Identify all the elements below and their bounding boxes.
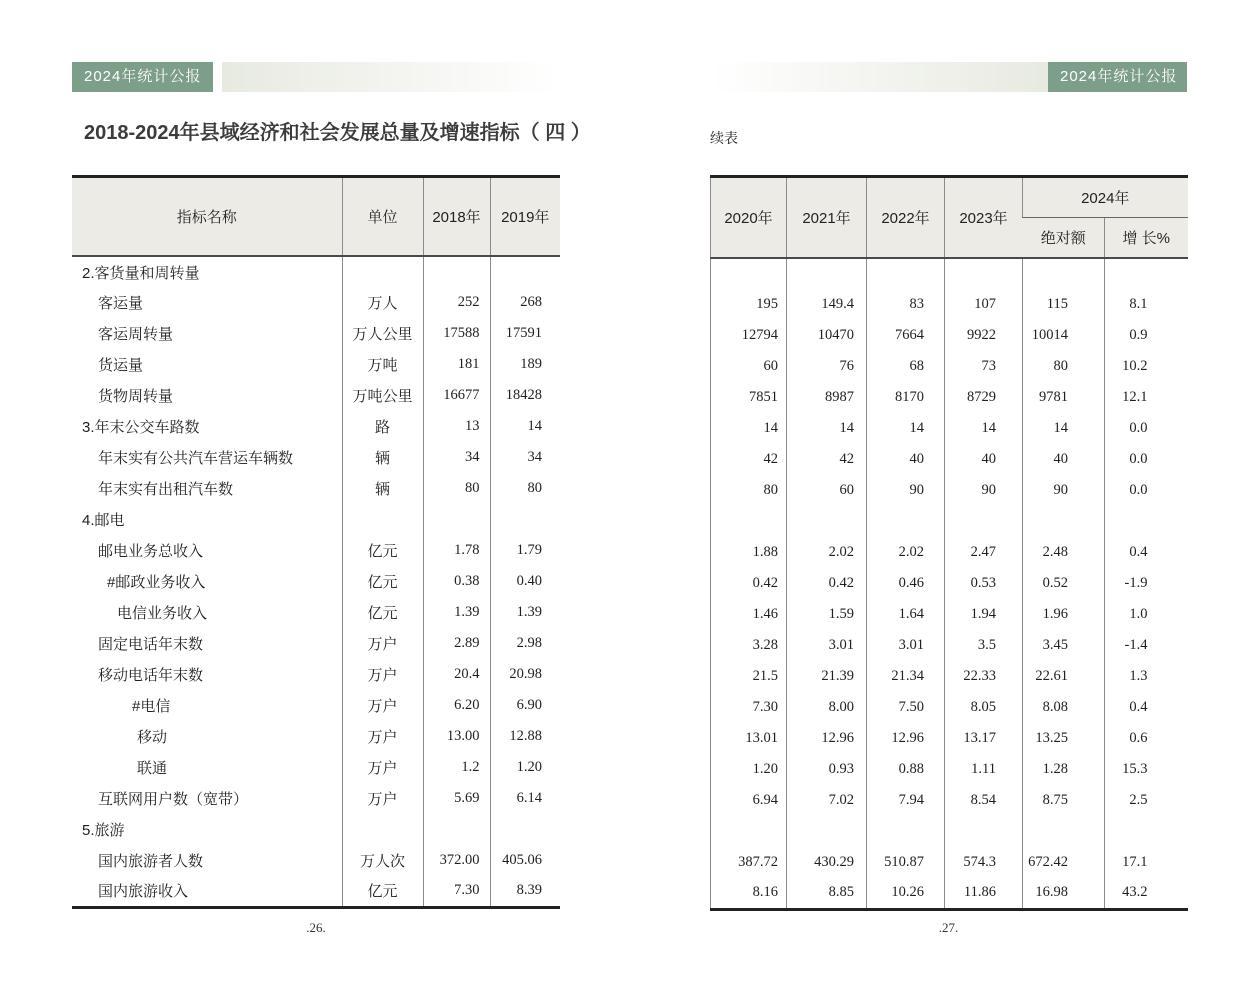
- header-band-right: [710, 62, 1048, 92]
- value-cell: 7.94: [867, 785, 945, 816]
- table-row: [711, 630, 1188, 661]
- table-row: [72, 380, 560, 411]
- value-cell: 0.0: [1105, 475, 1188, 506]
- table-row: [72, 411, 560, 442]
- unit-cell: 万户: [342, 690, 423, 721]
- table-row: [72, 876, 560, 907]
- table-row: [711, 444, 1188, 475]
- value-cell-2019: 12.88: [490, 721, 560, 752]
- value-cell: 21.39: [787, 661, 867, 692]
- table-row: [711, 599, 1188, 630]
- indicator-name-cell: [72, 442, 342, 473]
- table-row: [72, 752, 560, 783]
- value-cell: [945, 258, 1023, 289]
- unit-cell: 亿元: [342, 535, 423, 566]
- value-cell: 7664: [867, 320, 945, 351]
- unit-cell: 辆: [342, 442, 423, 473]
- indicator-name: #电信: [132, 698, 171, 715]
- table-row: [711, 878, 1188, 909]
- value-cell-2018: 1.39: [423, 597, 490, 628]
- value-cell-2019: 2.98: [490, 628, 560, 659]
- indicator-name: 4.邮电: [82, 512, 125, 529]
- value-cell-2019: 405.06: [490, 845, 560, 876]
- value-cell-2018: [423, 256, 490, 287]
- col-header-2021: 2021年: [787, 177, 867, 259]
- value-cell: 1.0: [1105, 599, 1188, 630]
- indicator-name-cell: [72, 256, 342, 287]
- value-cell: 0.4: [1105, 692, 1188, 723]
- value-cell-2018: 372.00: [423, 845, 490, 876]
- unit-cell: 万人公里: [342, 318, 423, 349]
- table-row: [72, 783, 560, 814]
- indicator-name-cell: [72, 535, 342, 566]
- col-header-2024-group: 2024年: [1023, 177, 1188, 218]
- value-cell: [1105, 258, 1188, 289]
- value-cell: 2.5: [1105, 785, 1188, 816]
- value-cell: 83: [867, 289, 945, 320]
- value-cell: 1.20: [711, 754, 787, 785]
- value-cell: 149.4: [787, 289, 867, 320]
- value-cell-2019: 6.90: [490, 690, 560, 721]
- value-cell-2019: 189: [490, 349, 560, 380]
- value-cell: 10.2: [1105, 351, 1188, 382]
- value-cell: 8.08: [1023, 692, 1105, 723]
- table-row: [711, 289, 1188, 320]
- value-cell: 8.85: [787, 878, 867, 909]
- value-cell: 9922: [945, 320, 1023, 351]
- table-row: [72, 721, 560, 752]
- value-cell: 0.53: [945, 568, 1023, 599]
- value-cell: [867, 258, 945, 289]
- indicator-name-cell: [72, 628, 342, 659]
- value-cell: 8.54: [945, 785, 1023, 816]
- value-cell: 14: [867, 413, 945, 444]
- value-cell: 0.0: [1105, 413, 1188, 444]
- value-cell: 2.48: [1023, 537, 1105, 568]
- table-row: [72, 442, 560, 473]
- indicator-name: 移动电话年末数: [98, 667, 204, 684]
- unit-cell: [342, 256, 423, 287]
- value-cell: 0.52: [1023, 568, 1105, 599]
- indicator-name: 固定电话年末数: [98, 636, 204, 653]
- value-cell-2019: [490, 504, 560, 535]
- value-cell-2018: 16677: [423, 380, 490, 411]
- table-row: [711, 816, 1188, 847]
- table-row: [711, 351, 1188, 382]
- table-row: [711, 413, 1188, 444]
- value-cell: 1.64: [867, 599, 945, 630]
- table-row: [72, 659, 560, 690]
- value-cell-2018: 13: [423, 411, 490, 442]
- table-row: [711, 506, 1188, 537]
- value-cell: 7.30: [711, 692, 787, 723]
- col-header-indicator: 指标名称: [72, 177, 342, 257]
- value-cell-2018: 17588: [423, 318, 490, 349]
- value-cell: 387.72: [711, 847, 787, 878]
- indicator-name-cell: [72, 597, 342, 628]
- value-cell-2019: 6.14: [490, 783, 560, 814]
- value-cell: 672.42: [1023, 847, 1105, 878]
- col-header-2018: 2018年: [423, 177, 490, 257]
- table-row: [72, 566, 560, 597]
- value-cell: 0.9: [1105, 320, 1188, 351]
- value-cell: 0.6: [1105, 723, 1188, 754]
- unit-cell: [342, 814, 423, 845]
- table-row: [711, 537, 1188, 568]
- indicator-name: 电信业务收入: [117, 605, 208, 622]
- value-cell-2019: [490, 256, 560, 287]
- indicator-name-cell: [72, 318, 342, 349]
- value-cell: 1.94: [945, 599, 1023, 630]
- value-cell: 3.28: [711, 630, 787, 661]
- unit-cell: 亿元: [342, 876, 423, 907]
- value-cell: 90: [1023, 475, 1105, 506]
- value-cell-2019: 17591: [490, 318, 560, 349]
- table-row: [72, 535, 560, 566]
- value-cell-2019: [490, 814, 560, 845]
- value-cell: 1.96: [1023, 599, 1105, 630]
- value-cell: [711, 258, 787, 289]
- unit-cell: [342, 504, 423, 535]
- value-cell: [867, 506, 945, 537]
- value-cell-2019: 1.79: [490, 535, 560, 566]
- value-cell-2018: [423, 504, 490, 535]
- page-number-right: .27.: [938, 920, 959, 935]
- value-cell: 2.02: [867, 537, 945, 568]
- value-cell-2019: 34: [490, 442, 560, 473]
- bulletin-badge-left: 2024年统计公报: [72, 62, 213, 92]
- value-cell-2018: 1.2: [423, 752, 490, 783]
- value-cell-2018: [423, 814, 490, 845]
- unit-cell: 辆: [342, 473, 423, 504]
- indicator-name-cell: [72, 504, 342, 535]
- table-row: [72, 473, 560, 504]
- col-header-2023: 2023年: [945, 177, 1023, 259]
- value-cell: 1.11: [945, 754, 1023, 785]
- value-cell: [945, 506, 1023, 537]
- value-cell: 0.0: [1105, 444, 1188, 475]
- value-cell: 14: [1023, 413, 1105, 444]
- col-header-absolute: 绝对额: [1023, 218, 1105, 259]
- value-cell: 40: [867, 444, 945, 475]
- value-cell-2018: 20.4: [423, 659, 490, 690]
- unit-cell: 路: [342, 411, 423, 442]
- indicator-name-cell: [72, 349, 342, 380]
- value-cell: 6.94: [711, 785, 787, 816]
- indicator-name: 国内旅游收入: [98, 883, 189, 901]
- indicator-name-cell: [72, 411, 342, 442]
- indicator-name: 互联网用户数（宽带）: [98, 791, 249, 808]
- value-cell: [1023, 506, 1105, 537]
- value-cell: [787, 506, 867, 537]
- value-cell: 2.47: [945, 537, 1023, 568]
- table-row: [711, 692, 1188, 723]
- value-cell: 43.2: [1105, 878, 1188, 909]
- value-cell-2018: 34: [423, 442, 490, 473]
- unit-cell: 万户: [342, 752, 423, 783]
- value-cell-2019: 1.39: [490, 597, 560, 628]
- table-row: [72, 287, 560, 318]
- unit-cell: 万户: [342, 659, 423, 690]
- value-cell: [787, 258, 867, 289]
- value-cell: 8.16: [711, 878, 787, 909]
- table-row: [711, 785, 1188, 816]
- value-cell: [711, 506, 787, 537]
- value-cell: 430.29: [787, 847, 867, 878]
- indicator-name: 邮电业务总收入: [98, 543, 204, 560]
- value-cell: [867, 816, 945, 847]
- value-cell: 3.45: [1023, 630, 1105, 661]
- col-header-growth: 增 长%: [1105, 218, 1188, 259]
- value-cell: 90: [945, 475, 1023, 506]
- unit-cell: 万吨公里: [342, 380, 423, 411]
- header-band-left: [222, 62, 560, 92]
- value-cell: 8170: [867, 382, 945, 413]
- indicator-name-cell: [72, 690, 342, 721]
- value-cell: 22.33: [945, 661, 1023, 692]
- indicators-table-left: [72, 175, 560, 909]
- value-cell: 107: [945, 289, 1023, 320]
- indicator-name: 货运量: [98, 357, 144, 374]
- value-cell: 14: [945, 413, 1023, 444]
- unit-cell: 万户: [342, 628, 423, 659]
- table-row: [711, 382, 1188, 413]
- value-cell-2018: 80: [423, 473, 490, 504]
- col-header-unit: 单位: [342, 177, 423, 257]
- indicator-name: 客运周转量: [98, 326, 174, 343]
- value-cell: 12.1: [1105, 382, 1188, 413]
- indicator-name: 国内旅游者人数: [98, 853, 204, 870]
- unit-cell: 万人次: [342, 845, 423, 876]
- value-cell: 12794: [711, 320, 787, 351]
- table-row: [72, 845, 560, 876]
- value-cell: 73: [945, 351, 1023, 382]
- value-cell: 3.01: [867, 630, 945, 661]
- indicator-name: 年末实有公共汽车营运车辆数: [98, 450, 294, 467]
- value-cell: 14: [711, 413, 787, 444]
- value-cell: 13.25: [1023, 723, 1105, 754]
- table-row: [72, 318, 560, 349]
- table-row: [711, 661, 1188, 692]
- value-cell: 195: [711, 289, 787, 320]
- value-cell: 76: [787, 351, 867, 382]
- indicator-name: 客运量: [98, 295, 144, 312]
- indicator-name-cell: [72, 783, 342, 814]
- value-cell: 8729: [945, 382, 1023, 413]
- unit-cell: 万人: [342, 287, 423, 318]
- value-cell: 42: [711, 444, 787, 475]
- value-cell: 2.02: [787, 537, 867, 568]
- value-cell-2019: 8.39: [490, 876, 560, 907]
- unit-cell: 万户: [342, 721, 423, 752]
- indicator-name-cell: [72, 721, 342, 752]
- value-cell: 10014: [1023, 320, 1105, 351]
- value-cell: 0.4: [1105, 537, 1188, 568]
- value-cell: 9781: [1023, 382, 1105, 413]
- value-cell: [1105, 816, 1188, 847]
- value-cell-2019: 18428: [490, 380, 560, 411]
- value-cell: 17.1: [1105, 847, 1188, 878]
- indicator-name: #邮政业务收入: [107, 574, 206, 591]
- table-row: [72, 256, 560, 287]
- bulletin-badge-right: 2024年统计公报: [1048, 62, 1187, 92]
- value-cell-2018: 13.00: [423, 721, 490, 752]
- value-cell: -1.4: [1105, 630, 1188, 661]
- indicator-name-cell: [72, 845, 342, 876]
- value-cell: 40: [1023, 444, 1105, 475]
- value-cell: 0.42: [711, 568, 787, 599]
- unit-cell: 万户: [342, 783, 423, 814]
- value-cell: 15.3: [1105, 754, 1188, 785]
- col-header-2022: 2022年: [867, 177, 945, 259]
- value-cell-2018: 252: [423, 287, 490, 318]
- value-cell: 12.96: [787, 723, 867, 754]
- table-row: [711, 258, 1188, 289]
- value-cell: [711, 816, 787, 847]
- value-cell: 10.26: [867, 878, 945, 909]
- indicator-name: 联通: [137, 760, 168, 777]
- table-row: [72, 628, 560, 659]
- value-cell: 0.46: [867, 568, 945, 599]
- value-cell: 7.50: [867, 692, 945, 723]
- value-cell: 1.3: [1105, 661, 1188, 692]
- value-cell: 115: [1023, 289, 1105, 320]
- value-cell: 42: [787, 444, 867, 475]
- value-cell: 7.02: [787, 785, 867, 816]
- value-cell: 3.5: [945, 630, 1023, 661]
- indicator-name-cell: [72, 287, 342, 318]
- value-cell: 8.1: [1105, 289, 1188, 320]
- value-cell: 80: [711, 475, 787, 506]
- value-cell: 21.5: [711, 661, 787, 692]
- value-cell: 574.3: [945, 847, 1023, 878]
- value-cell: 0.42: [787, 568, 867, 599]
- indicator-name: 3.年末公交车路数: [82, 419, 200, 436]
- table-row: [72, 690, 560, 721]
- table-row: [72, 349, 560, 380]
- indicator-name-cell: [72, 566, 342, 597]
- table-header-row: [711, 177, 1188, 218]
- table-row: [711, 754, 1188, 785]
- value-cell-2018: 5.69: [423, 783, 490, 814]
- value-cell: 8.05: [945, 692, 1023, 723]
- unit-cell: 万吨: [342, 349, 423, 380]
- value-cell: 1.46: [711, 599, 787, 630]
- value-cell: 0.93: [787, 754, 867, 785]
- indicator-name-cell: [72, 752, 342, 783]
- value-cell: [1023, 258, 1105, 289]
- value-cell: [945, 816, 1023, 847]
- indicator-name: 货物周转量: [98, 388, 174, 405]
- value-cell: 60: [711, 351, 787, 382]
- value-cell: 1.59: [787, 599, 867, 630]
- value-cell: [1023, 816, 1105, 847]
- value-cell-2019: 80: [490, 473, 560, 504]
- table-row: [72, 814, 560, 845]
- page-title: 2018-2024年县域经济和社会发展总量及增速指标（ 四 ）: [84, 122, 591, 144]
- value-cell: 13.17: [945, 723, 1023, 754]
- indicator-name-cell: [72, 380, 342, 411]
- value-cell: 7851: [711, 382, 787, 413]
- unit-cell: 亿元: [342, 597, 423, 628]
- value-cell: 80: [1023, 351, 1105, 382]
- value-cell: 14: [787, 413, 867, 444]
- indicator-name: 年末实有出租汽车数: [98, 481, 234, 498]
- value-cell: 13.01: [711, 723, 787, 754]
- table-row: [72, 504, 560, 535]
- value-cell: 40: [945, 444, 1023, 475]
- table-header-row: [72, 177, 560, 257]
- value-cell: 8987: [787, 382, 867, 413]
- value-cell-2018: 7.30: [423, 876, 490, 907]
- indicator-name-cell: [72, 814, 342, 845]
- value-cell: 510.87: [867, 847, 945, 878]
- value-cell: 1.28: [1023, 754, 1105, 785]
- value-cell: 60: [787, 475, 867, 506]
- value-cell: 21.34: [867, 661, 945, 692]
- indicator-name: 移动: [137, 729, 168, 746]
- continued-table-label: 续表: [710, 130, 738, 146]
- value-cell: 12.96: [867, 723, 945, 754]
- value-cell-2019: 20.98: [490, 659, 560, 690]
- indicator-name-cell: [72, 659, 342, 690]
- table-row: [711, 320, 1188, 351]
- indicator-name: 5.旅游: [82, 822, 125, 839]
- value-cell-2018: 1.78: [423, 535, 490, 566]
- value-cell: 10470: [787, 320, 867, 351]
- value-cell-2018: 0.38: [423, 566, 490, 597]
- value-cell-2019: 14: [490, 411, 560, 442]
- value-cell-2019: 0.40: [490, 566, 560, 597]
- table-row: [72, 597, 560, 628]
- value-cell-2018: 181: [423, 349, 490, 380]
- value-cell-2019: 1.20: [490, 752, 560, 783]
- indicator-name-cell: [72, 876, 342, 907]
- unit-cell: 亿元: [342, 566, 423, 597]
- table-row: [711, 723, 1188, 754]
- col-header-2019: 2019年: [490, 177, 560, 257]
- value-cell: [787, 816, 867, 847]
- value-cell: 90: [867, 475, 945, 506]
- table-row: [711, 475, 1188, 506]
- page-number-left: .26.: [306, 920, 326, 935]
- value-cell: 16.98: [1023, 878, 1105, 909]
- col-header-2020: 2020年: [711, 177, 787, 259]
- value-cell: 8.75: [1023, 785, 1105, 816]
- table-row: [711, 847, 1188, 878]
- value-cell: 1.88: [711, 537, 787, 568]
- indicator-name: 2.客货量和周转量: [82, 264, 200, 282]
- value-cell-2018: 6.20: [423, 690, 490, 721]
- value-cell: -1.9: [1105, 568, 1188, 599]
- value-cell: 11.86: [945, 878, 1023, 909]
- indicators-table-right: [710, 175, 1188, 911]
- indicator-name-cell: [72, 473, 342, 504]
- value-cell: [1105, 506, 1188, 537]
- value-cell: 3.01: [787, 630, 867, 661]
- value-cell: 22.61: [1023, 661, 1105, 692]
- value-cell: 68: [867, 351, 945, 382]
- value-cell-2018: 2.89: [423, 628, 490, 659]
- value-cell: 0.88: [867, 754, 945, 785]
- value-cell: 8.00: [787, 692, 867, 723]
- value-cell-2019: 268: [490, 287, 560, 318]
- table-row: [711, 568, 1188, 599]
